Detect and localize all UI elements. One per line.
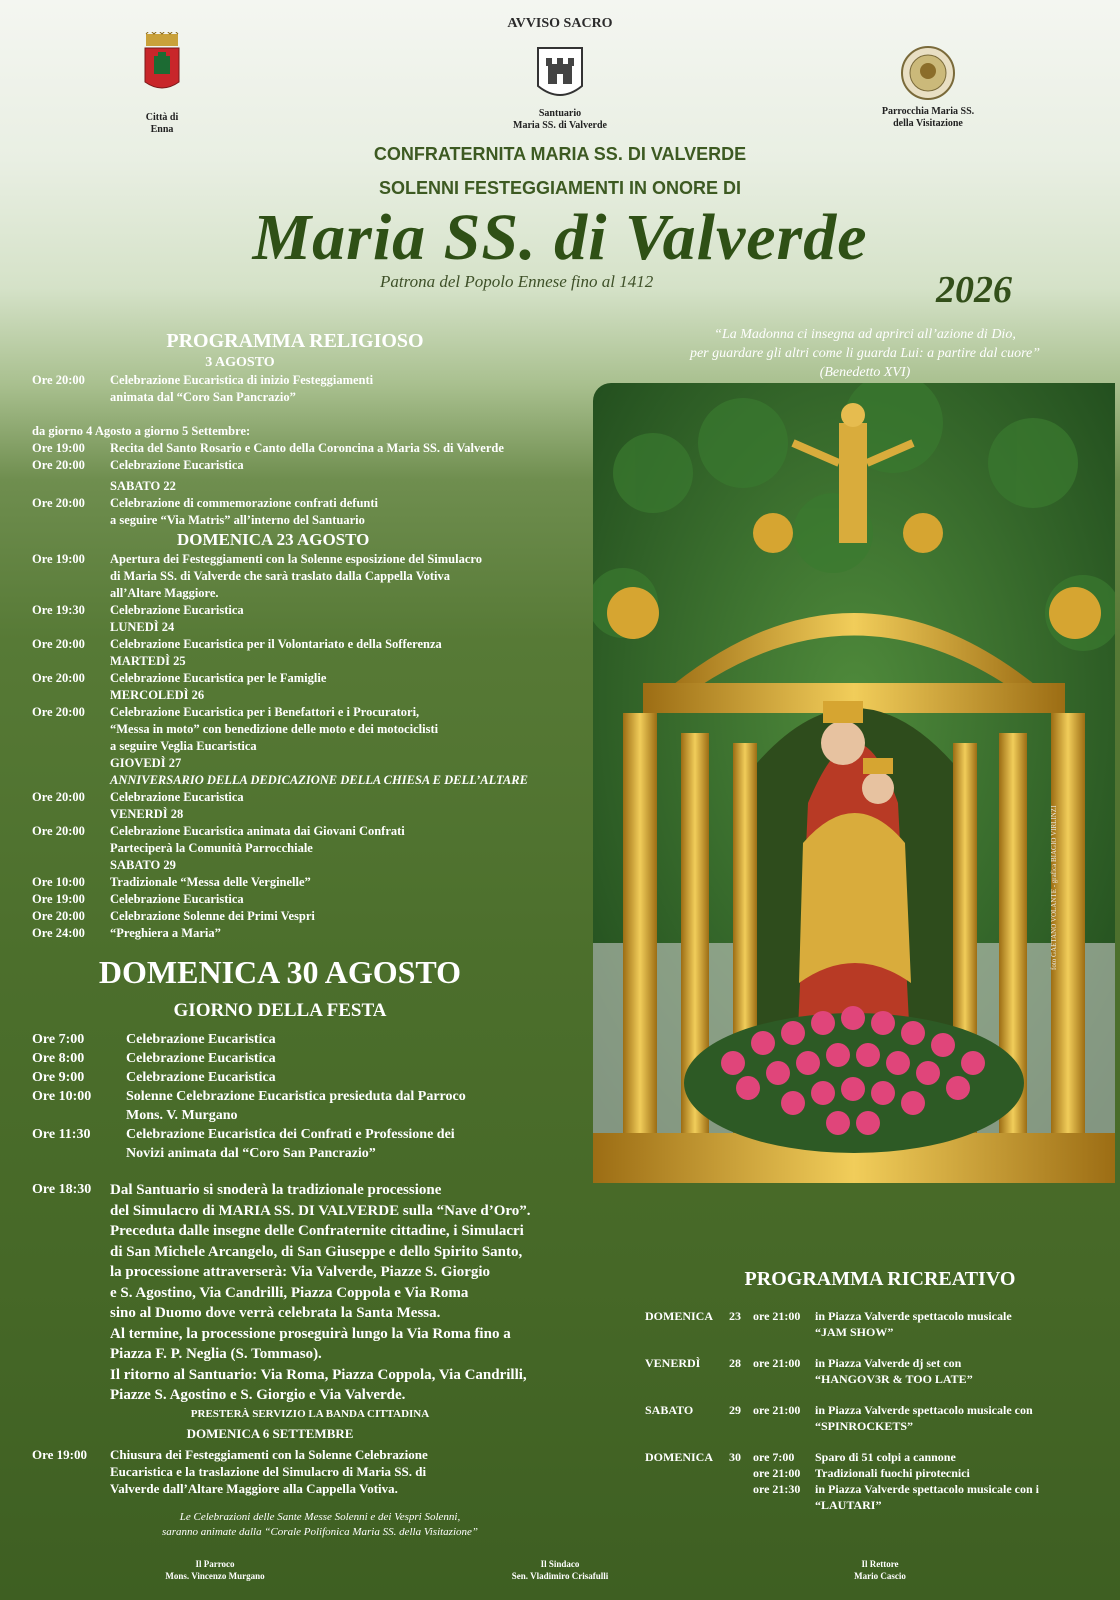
- city-logo-label: Città di Enna: [145, 112, 179, 135]
- day-heading: MERCOLEDÌ 26: [110, 688, 205, 702]
- date-range: da giorno 4 Agosto a giorno 5 Settembre:: [32, 424, 251, 438]
- rec-day: SABATO: [645, 1403, 694, 1417]
- program-entry: [32, 823, 592, 840]
- program-entry: [32, 440, 592, 457]
- time: Ore 8:00: [32, 1051, 85, 1066]
- sanctuary-logo: [490, 46, 630, 132]
- description: Celebrazione di commemorazione confrati defunti: [110, 496, 378, 510]
- description-cont: del Simulacro di MARIA SS. DI VALVERDE sulla “Nave d’Oro”.: [110, 1202, 531, 1219]
- program-entry: [32, 891, 592, 908]
- madonna-statue-illustration: [593, 383, 1115, 1183]
- day-heading: LUNEDÌ 24: [110, 620, 175, 634]
- rec-entry: [645, 1355, 1085, 1387]
- description-cont: Novizi animata dal “Coro San Pancrazio”: [126, 1146, 376, 1161]
- signature-role: Il Sindaco: [540, 1559, 580, 1569]
- sanctuary-logo-label: Santuario Maria SS. di Valverde: [513, 108, 607, 131]
- rec-date: 28: [729, 1356, 741, 1370]
- rec-act: “JAM SHOW”: [815, 1325, 894, 1339]
- time: Ore 20:00: [32, 373, 85, 387]
- description-cont: Il ritorno al Santuario: Via Roma, Piazza Coppola, Via Candrilli,: [110, 1366, 527, 1383]
- feast-schedule: [32, 1030, 592, 1163]
- time: Ore 20:00: [32, 909, 85, 923]
- quote-line: per guardare gli altri come li guarda Lui: a partire dal cuore”: [689, 346, 1041, 361]
- rec-entry: [645, 1308, 1085, 1340]
- description: Celebrazione Eucaristica: [110, 790, 244, 804]
- description-cont: di Maria SS. di Valverde che sarà traslato dalla Cappella Votiva: [110, 569, 450, 583]
- rec-day: VENERDÌ: [645, 1356, 701, 1370]
- note-line: Le Celebrazioni delle Sante Messe Solenni e dei Vespri Solenni,: [179, 1511, 461, 1523]
- description-cont: Al termine, la processione proseguirà lungo la Via Roma fino a: [110, 1325, 511, 1342]
- description-cont: Mons. V. Murgano: [126, 1108, 238, 1123]
- rec-desc: in Piazza Valverde spettacolo musicale con: [815, 1403, 1033, 1417]
- description: Dal Santuario si snoderà la tradizionale processione: [110, 1182, 442, 1198]
- signature-parroco: [140, 1558, 290, 1582]
- rec-day: DOMENICA: [645, 1450, 713, 1464]
- choir-note: [60, 1510, 580, 1540]
- rec-time: ore 21:00: [753, 1403, 801, 1417]
- signature-name: Mario Cascio: [854, 1571, 906, 1581]
- program-entry: [32, 670, 592, 687]
- religious-program-list: [32, 372, 592, 942]
- rec-desc: Tradizionali fuochi pirotecnici: [815, 1466, 970, 1480]
- day-heading: MARTEDÌ 25: [110, 654, 186, 668]
- rec-time: ore 21:00: [753, 1309, 801, 1323]
- description: “Preghiera a Maria”: [110, 926, 221, 940]
- description: Celebrazione Eucaristica: [110, 603, 244, 617]
- description: Celebrazione Eucaristica di inizio Festeggiamenti: [110, 373, 374, 387]
- rec-entry: [645, 1449, 1085, 1513]
- parish-seal-icon: [901, 44, 955, 102]
- city-logo: [122, 32, 202, 136]
- signature-rettore: [805, 1558, 955, 1582]
- festivities-heading: SOLENNI FESTEGGIAMENTI IN ONORE DI: [378, 178, 742, 198]
- description: Celebrazione Eucaristica per i Benefattori e i Procuratori,: [110, 705, 420, 719]
- note-line: saranno animate dalla “Corale Polifonica Maria SS. della Visitazione”: [161, 1526, 479, 1538]
- signature-role: Il Rettore: [861, 1559, 899, 1569]
- parish-logo: [868, 44, 988, 130]
- rec-time: ore 21:00: [753, 1356, 801, 1370]
- time: Ore 20:00: [32, 790, 85, 804]
- program-entry: [32, 457, 592, 474]
- program-entry: [32, 1030, 592, 1049]
- city-coat-of-arms-icon: [142, 32, 182, 108]
- rec-date: 23: [729, 1309, 741, 1323]
- program-entry: [32, 704, 592, 721]
- time: Ore 24:00: [32, 926, 85, 940]
- time: Ore 9:00: [32, 1070, 85, 1085]
- description: Celebrazione Eucaristica per il Volontariato e della Sofferenza: [110, 637, 442, 651]
- parish-logo-label: Parrocchia Maria SS. della Visitazione: [881, 106, 975, 129]
- rec-date: 30: [729, 1450, 741, 1464]
- description-cont: Valverde dall’Altare Maggiore alla Cappella Votiva.: [110, 1481, 398, 1496]
- patrona-subtitle: Patrona del Popolo Ennese fino al 1412: [380, 272, 654, 291]
- quote: [630, 325, 1100, 382]
- program-entry: [32, 925, 592, 942]
- rec-day: DOMENICA: [645, 1309, 713, 1323]
- anniversary-note: ANNIVERSARIO DELLA DEDICAZIONE DELLA CHIESA E DELL’ALTARE: [110, 773, 528, 787]
- description: Celebrazione Eucaristica: [110, 458, 244, 472]
- program-entry: [32, 636, 592, 653]
- program-entry: [32, 789, 592, 806]
- rec-desc: Sparo di 51 colpi a cannone: [815, 1450, 956, 1464]
- description-cont: a seguire Veglia Eucaristica: [110, 739, 257, 753]
- feast-day-title: DOMENICA 30 AGOSTO: [98, 954, 462, 990]
- signature-role: Il Parroco: [195, 1559, 235, 1569]
- description: Celebrazione Eucaristica per le Famiglie: [110, 671, 327, 685]
- time: Ore 19:00: [32, 552, 85, 566]
- closing-entry: [32, 1446, 592, 1497]
- day-heading: DOMENICA 6 SETTEMBRE: [186, 1426, 354, 1441]
- program-entry: [32, 1049, 592, 1068]
- day-heading: SABATO 22: [110, 479, 176, 493]
- recreational-program-list: [645, 1308, 1085, 1528]
- time: Ore 19:00: [32, 441, 85, 455]
- signature-name: Mons. Vincenzo Murgano: [165, 1571, 265, 1581]
- rec-entry: [645, 1402, 1085, 1434]
- description-cont: animata dal “Coro San Pancrazio”: [110, 390, 296, 404]
- description-cont: Piazze S. Agostino e S. Giorgio e Via Valverde.: [110, 1387, 406, 1403]
- quote-line: “La Madonna ci insegna ad aprirci all’azione di Dio,: [714, 327, 1016, 342]
- description-cont: “Messa in moto” con benedizione delle moto e dei motociclisti: [110, 722, 439, 736]
- rec-desc: in Piazza Valverde dj set con: [815, 1356, 962, 1370]
- main-title: Maria SS. di Valverde: [252, 201, 868, 274]
- time: Ore 20:00: [32, 637, 85, 651]
- signature-sindaco: [485, 1558, 635, 1582]
- sanctuary-castle-icon: [536, 46, 584, 104]
- rec-desc: in Piazza Valverde spettacolo musicale con i: [815, 1482, 1039, 1496]
- signature-name: Sen. Vladimiro Crisafulli: [511, 1571, 609, 1581]
- day-heading: VENERDÌ 28: [110, 807, 184, 821]
- description: Celebrazione Eucaristica: [126, 1070, 276, 1085]
- time: Ore 20:00: [32, 496, 85, 510]
- description: Celebrazione Eucaristica: [126, 1032, 276, 1047]
- rec-desc: in Piazza Valverde spettacolo musicale: [815, 1309, 1012, 1323]
- program-entry: [32, 1087, 592, 1106]
- time: Ore 19:00: [32, 892, 85, 906]
- description-cont: Piazza F. P. Neglia (S. Tommaso).: [110, 1346, 322, 1362]
- description-cont: Parteciperà la Comunità Parrocchiale: [110, 841, 313, 855]
- photo-credits: foto GAETANO VOLANTE - grafica BIAGIO VIRLINZI: [1050, 805, 1058, 970]
- program-entry: [32, 908, 592, 925]
- date-3-agosto: 3 AGOSTO: [205, 355, 275, 370]
- time: Ore 20:00: [32, 824, 85, 838]
- program-entry: [32, 551, 592, 568]
- rec-time: ore 21:30: [753, 1482, 801, 1496]
- band-note: PRESTERÀ SERVIZIO LA BANDA CITTADINA: [190, 1408, 430, 1420]
- description: Celebrazione Eucaristica animata dai Giovani Confrati: [110, 824, 405, 838]
- description: Apertura dei Festeggiamenti con la Solenne esposizione del Simulacro: [110, 552, 482, 566]
- time: Ore 18:30: [32, 1182, 92, 1197]
- description-cont: Eucaristica e la traslazione del Simulacro di Maria SS. di: [110, 1464, 427, 1479]
- time: Ore 20:00: [32, 705, 85, 719]
- religious-program-title: PROGRAMMA RELIGIOSO: [166, 330, 424, 352]
- quote-author: (Benedetto XVI): [819, 365, 911, 380]
- feast-day-subtitle: GIORNO DELLA FESTA: [173, 1000, 387, 1021]
- description: Celebrazione Eucaristica dei Confrati e Professione dei: [126, 1127, 455, 1142]
- description-cont: all’Altare Maggiore.: [110, 586, 219, 600]
- description: Tradizionale “Messa delle Verginelle”: [110, 875, 311, 889]
- description-cont: sino al Duomo dove verrà celebrata la Santa Messa.: [110, 1305, 441, 1321]
- rec-date: 29: [729, 1403, 741, 1417]
- program-entry: [32, 1446, 592, 1463]
- time: Ore 11:30: [32, 1127, 91, 1142]
- time: Ore 10:00: [32, 1089, 92, 1104]
- time: Ore 10:00: [32, 875, 85, 889]
- time: Ore 7:00: [32, 1032, 85, 1047]
- description: Celebrazione Solenne dei Primi Vespri: [110, 909, 315, 923]
- time: Ore 20:00: [32, 671, 85, 685]
- program-entry: [32, 372, 592, 389]
- time: Ore 19:30: [32, 603, 85, 617]
- rec-act: “LAUTARI”: [815, 1498, 882, 1512]
- description-cont: di San Michele Arcangelo, di San Giuseppe e dello Spirito Santo,: [110, 1243, 523, 1260]
- rec-time: ore 7:00: [753, 1450, 795, 1464]
- description-cont: a seguire “Via Matris” all’interno del Santuario: [110, 513, 365, 527]
- rec-act: “HANGOV3R & TOO LATE”: [815, 1372, 973, 1386]
- description-cont: e S. Agostino, Via Candrilli, Piazza Coppola e Via Roma: [110, 1284, 469, 1301]
- program-entry: [32, 602, 592, 619]
- rec-act: “SPINROCKETS”: [815, 1419, 914, 1433]
- description: Chiusura dei Festeggiamenti con la Solenne Celebrazione: [110, 1447, 428, 1462]
- description: Recita del Santo Rosario e Canto della Coroncina a Maria SS. di Valverde: [110, 441, 504, 455]
- description-cont: Preceduta dalle insegne delle Confraternite cittadine, i Simulacri: [110, 1223, 524, 1239]
- rec-time: ore 21:00: [753, 1466, 801, 1480]
- procession-entry: [32, 1180, 612, 1201]
- day-heading: GIOVEDÌ 27: [110, 756, 182, 770]
- day-heading: DOMENICA 23 AGOSTO: [177, 530, 370, 549]
- program-entry: [32, 1125, 592, 1144]
- time: Ore 19:00: [32, 1447, 87, 1462]
- program-entry: [32, 874, 592, 891]
- statue-photo: [593, 383, 1115, 1183]
- description-cont: la processione attraverserà: Via Valverde, Piazze S. Giorgio: [110, 1264, 491, 1280]
- confraternita-heading: CONFRATERNITA MARIA SS. DI VALVERDE: [373, 144, 747, 164]
- description: Celebrazione Eucaristica: [126, 1051, 276, 1066]
- description: Solenne Celebrazione Eucaristica presieduta dal Parroco: [126, 1089, 466, 1104]
- procession-block: [32, 1180, 612, 1406]
- avviso-sacro: AVVISO SACRO: [507, 16, 613, 31]
- program-entry: [32, 495, 592, 512]
- recreational-program-title: PROGRAMMA RICREATIVO: [744, 1268, 1016, 1290]
- description: Celebrazione Eucaristica: [110, 892, 244, 906]
- day-heading: SABATO 29: [110, 858, 176, 872]
- time: Ore 20:00: [32, 458, 85, 472]
- year: 2026: [936, 269, 1012, 311]
- program-entry: [32, 1068, 592, 1087]
